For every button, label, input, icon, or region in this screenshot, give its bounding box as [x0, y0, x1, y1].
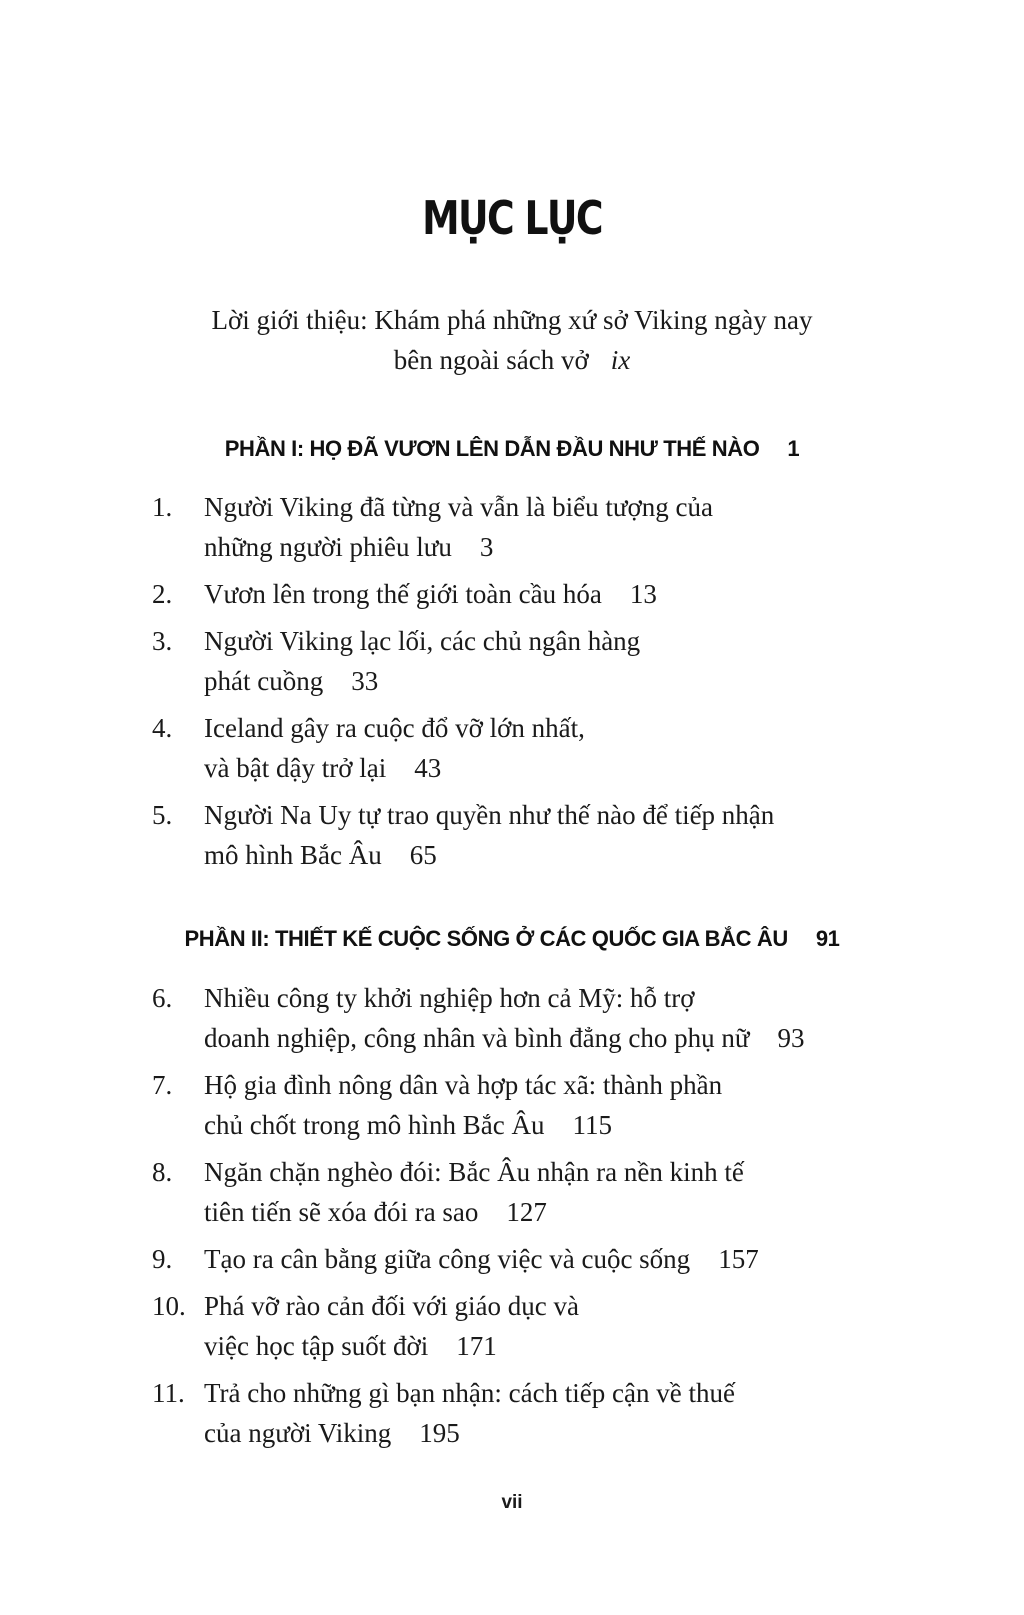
chapter-8	[152, 1152, 872, 1232]
chapter-number: 9.	[152, 1244, 173, 1274]
chapter-title-line-2: doanh nghiệp, công nhân và bình đẳng cho phụ nữ	[204, 1023, 750, 1053]
chapter-7	[152, 1065, 872, 1145]
chapter-title-line-2-row	[204, 1105, 872, 1145]
chapter-title-line-1: Hộ gia đình nông dân và hợp tác xã: thành phần	[204, 1070, 723, 1100]
chapter-title-line-1: Trả cho những gì bạn nhận: cách tiếp cận về thuế	[204, 1378, 735, 1408]
chapter-title-line-2: chủ chốt trong mô hình Bắc Âu	[204, 1110, 545, 1140]
chapter-title-line-2: những người phiêu lưu	[204, 532, 452, 562]
chapter-title-line-2-row	[204, 661, 872, 701]
intro-line-1: Lời giới thiệu: Khám phá những xứ sở Viking ngày nay	[211, 305, 813, 335]
chapter-title-line-2: và bật dậy trở lại	[204, 753, 387, 783]
chapter-title-line-2-row	[204, 748, 872, 788]
chapter-page-number: 171	[456, 1331, 497, 1361]
chapter-title-line-1: Người Viking đã từng và vẫn là biểu tượng của	[204, 492, 713, 522]
chapter-11	[152, 1373, 872, 1453]
page-title: MỤC LỤC	[422, 191, 602, 245]
chapter-title-line-1-row	[204, 574, 872, 614]
chapter-number: 8.	[152, 1157, 173, 1187]
chapter-title-line-1: Nhiều công ty khởi nghiệp hơn cả Mỹ: hỗ trợ	[204, 983, 695, 1013]
chapter-page-number: 3	[479, 532, 494, 562]
chapter-5	[152, 795, 872, 875]
chapter-6	[152, 978, 872, 1058]
chapter-page-number: 65	[409, 840, 437, 870]
chapter-title-line-2: tiên tiến sẽ xóa đói ra sao	[204, 1197, 479, 1227]
chapter-title-line-1: Phá vỡ rào cản đối với giáo dục và	[204, 1291, 579, 1321]
chapter-number: 4.	[152, 713, 173, 743]
chapter-number: 11.	[152, 1378, 185, 1408]
chapter-page-number: 33	[351, 666, 379, 696]
chapter-number: 7.	[152, 1070, 173, 1100]
chapter-page-number: 195	[419, 1418, 460, 1448]
chapter-number: 1.	[152, 492, 173, 522]
chapter-number: 6.	[152, 983, 173, 1013]
chapter-title-line-2-row	[204, 1018, 872, 1058]
chapter-page-number: 115	[572, 1110, 612, 1140]
footer-page-number: vii	[501, 1492, 523, 1513]
part-2-heading	[0, 924, 1024, 954]
chapter-title-line-1: Iceland gây ra cuộc đổ vỡ lớn nhất,	[204, 713, 585, 743]
part-2-chapter-list	[152, 978, 872, 1460]
chapter-title-line-1: Vươn lên trong thế giới toàn cầu hóa	[204, 579, 602, 609]
chapter-10	[152, 1286, 872, 1366]
chapter-number: 5.	[152, 800, 173, 830]
chapter-title-line-2-row	[204, 1413, 872, 1453]
chapter-title-line-1: Người Na Uy tự trao quyền như thế nào để tiếp nhận	[204, 800, 775, 830]
chapter-page-number: 93	[777, 1023, 805, 1053]
chapter-number: 2.	[152, 579, 173, 609]
chapter-page-number: 13	[629, 579, 657, 609]
intro-line-2	[0, 340, 1024, 380]
chapter-4	[152, 708, 872, 788]
part-2-title: PHẦN II: THIẾT KẾ CUỘC SỐNG Ở CÁC QUỐC GIA BẮC ÂU	[184, 926, 788, 951]
part-1-heading	[0, 434, 1024, 464]
chapter-title-line-2-row	[204, 1326, 872, 1366]
part-2-page-number: 91	[815, 926, 840, 951]
chapter-title-line-1: Ngăn chặn nghèo đói: Bắc Âu nhận ra nền kinh tế	[204, 1157, 744, 1187]
part-1-page-number: 1	[787, 436, 800, 461]
chapter-title-line-2-row	[204, 527, 872, 567]
chapter-title-line-1: Tạo ra cân bằng giữa công việc và cuộc sống	[204, 1244, 691, 1274]
chapter-title-line-1: Người Viking lạc lối, các chủ ngân hàng	[204, 626, 641, 656]
chapter-9	[152, 1239, 872, 1279]
chapter-page-number: 127	[506, 1197, 547, 1227]
chapter-1	[152, 487, 872, 567]
intro-page-number: ix	[610, 345, 631, 375]
chapter-page-number: 43	[414, 753, 442, 783]
chapter-title-line-2-row	[204, 835, 872, 875]
chapter-title-line-1-row	[204, 1239, 872, 1279]
part-1-title: PHẦN I: HỌ ĐÃ VƯƠN LÊN DẪN ĐẦU NHƯ THẾ NÀO	[224, 436, 760, 461]
chapter-number: 10.	[152, 1291, 186, 1321]
chapter-title-line-2: mô hình Bắc Âu	[204, 840, 382, 870]
chapter-title-line-2: của người Viking	[204, 1418, 392, 1448]
chapter-title-line-2-row	[204, 1192, 872, 1232]
chapter-2	[152, 574, 872, 614]
chapter-title-line-2: việc học tập suốt đời	[204, 1331, 429, 1361]
chapter-3	[152, 621, 872, 701]
intro-line-2-text: bên ngoài sách vở	[393, 345, 589, 375]
chapter-number: 3.	[152, 626, 173, 656]
part-1-chapter-list	[152, 487, 872, 882]
intro-entry	[0, 300, 1024, 380]
chapter-page-number: 157	[718, 1244, 759, 1274]
chapter-title-line-2: phát cuồng	[204, 666, 324, 696]
